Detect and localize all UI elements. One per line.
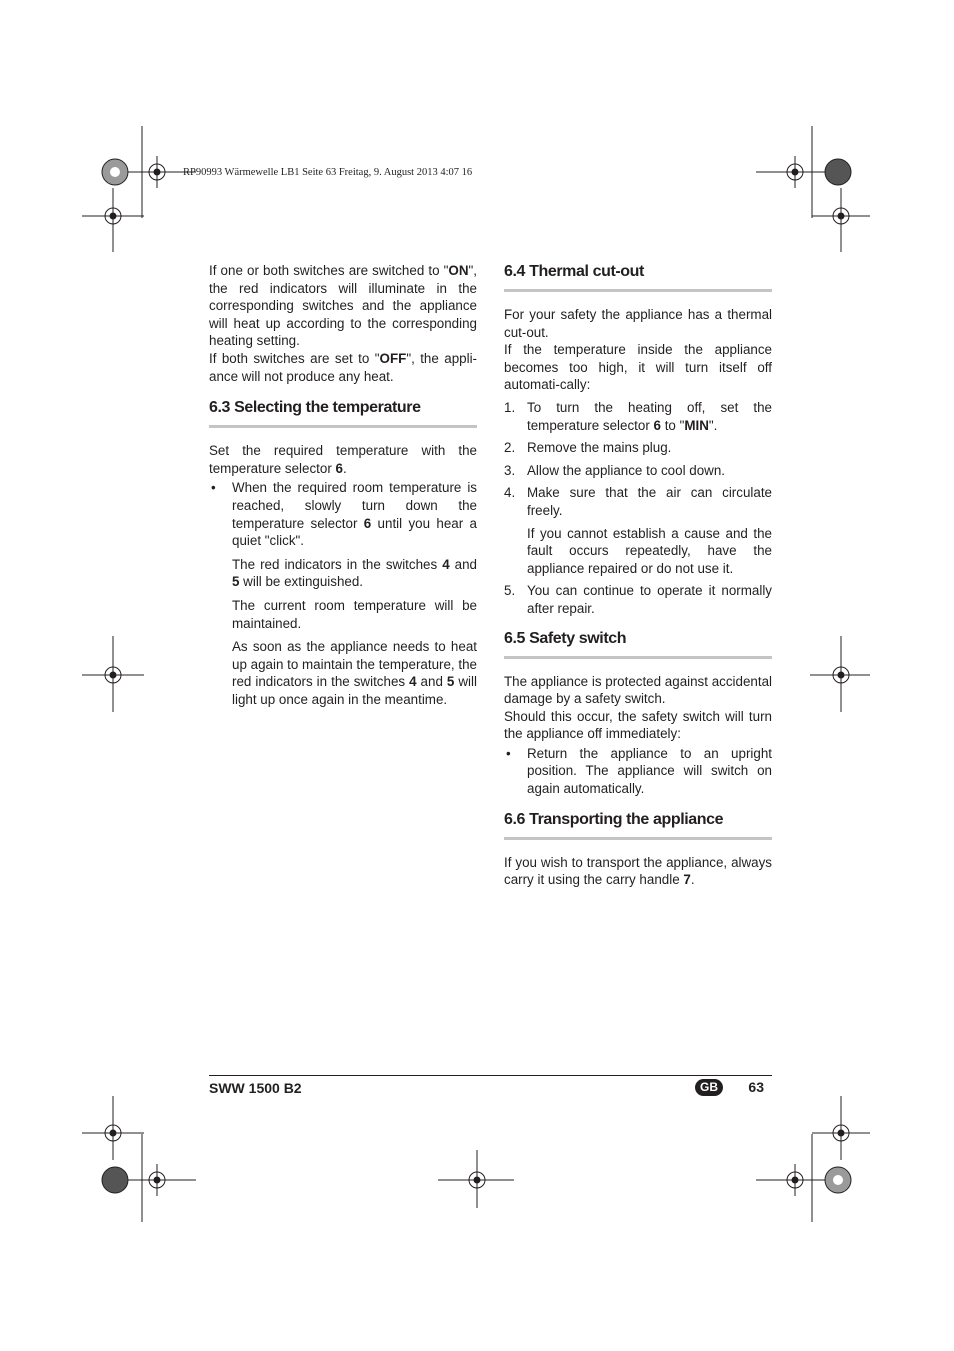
paragraph-safety-2: Should this occur, the safety switch will turn the appliance off immediately: [504, 708, 772, 742]
paragraph-thermal: For your safety the appliance has a thermal cut-out. [504, 307, 772, 340]
list-item: 2. Remove the mains plug. [504, 440, 672, 456]
list-subparagraph: The current room temperature will be maintained. [232, 597, 477, 631]
paragraph-safety: The appliance is protected against accidental damage by a safety switch. [504, 673, 772, 707]
list-subparagraph: If you cannot establish a cause and the fault occurs repeatedly, have the appliance repaired or do not use it. [527, 525, 772, 576]
heading-6-3: 6.3 Selecting the temperature [209, 398, 477, 428]
paragraph-thermal-2: If the temperature inside the appliance becomes too high, it will turn itself off automati-cally: [504, 342, 772, 393]
language-badge: GB [695, 1079, 723, 1096]
right-column [504, 262, 772, 889]
heading-6-4: 6.4 Thermal cut-out [504, 262, 772, 292]
paragraph-off: If both switches are set to "OFF", the appli-ance will not produce any heat. [209, 350, 477, 384]
page-footer [209, 1075, 772, 1096]
print-slug: RP90993 Wärmewelle LB1 Seite 63 Freitag, 9. August 2013 4:07 16 [183, 167, 473, 178]
paragraph-on: If one or both switches are switched to "ON", the red indicators will illuminate in the corresponding switches and the appliance will heat up according to the corresponding heating setting. [209, 263, 477, 349]
list-item: 4. Make sure that the air can circulate freely. [504, 485, 772, 518]
paragraph-set-temperature: Set the required temperature with the temperature selector 6. [209, 443, 477, 476]
page-number: 63 [748, 1079, 764, 1095]
list-item: 1. To turn the heating off, set the temperature selector 6 to "MIN". [504, 399, 772, 433]
list-item: 5. You can continue to operate it normally after repair. [504, 583, 772, 616]
heading-6-5: 6.5 Safety switch [504, 629, 772, 659]
list-item: • Return the appliance to an upright position. The appliance will switch on again automatically. [506, 745, 772, 797]
heading-6-6: 6.6 Transporting the appliance [504, 810, 772, 840]
list-item: • When the required room temperature is reached, slowly turn down the temperature selector 6 until you hear a quiet "click". [211, 480, 477, 549]
list-subparagraph: As soon as the appliance needs to heat up again to maintain the temperature, the red indicators in the switches 4 and 5 will light up once again in the meantime. [232, 639, 477, 707]
left-column [209, 262, 477, 708]
paragraph-transport: If you wish to transport the appliance, always carry it using the carry handle 7. [504, 854, 772, 888]
list-subparagraph: The red indicators in the switches 4 and 5 will be extinguished. [232, 556, 477, 590]
model-number: SWW 1500 B2 [209, 1080, 302, 1096]
list-item: 3. Allow the appliance to cool down. [504, 462, 726, 478]
